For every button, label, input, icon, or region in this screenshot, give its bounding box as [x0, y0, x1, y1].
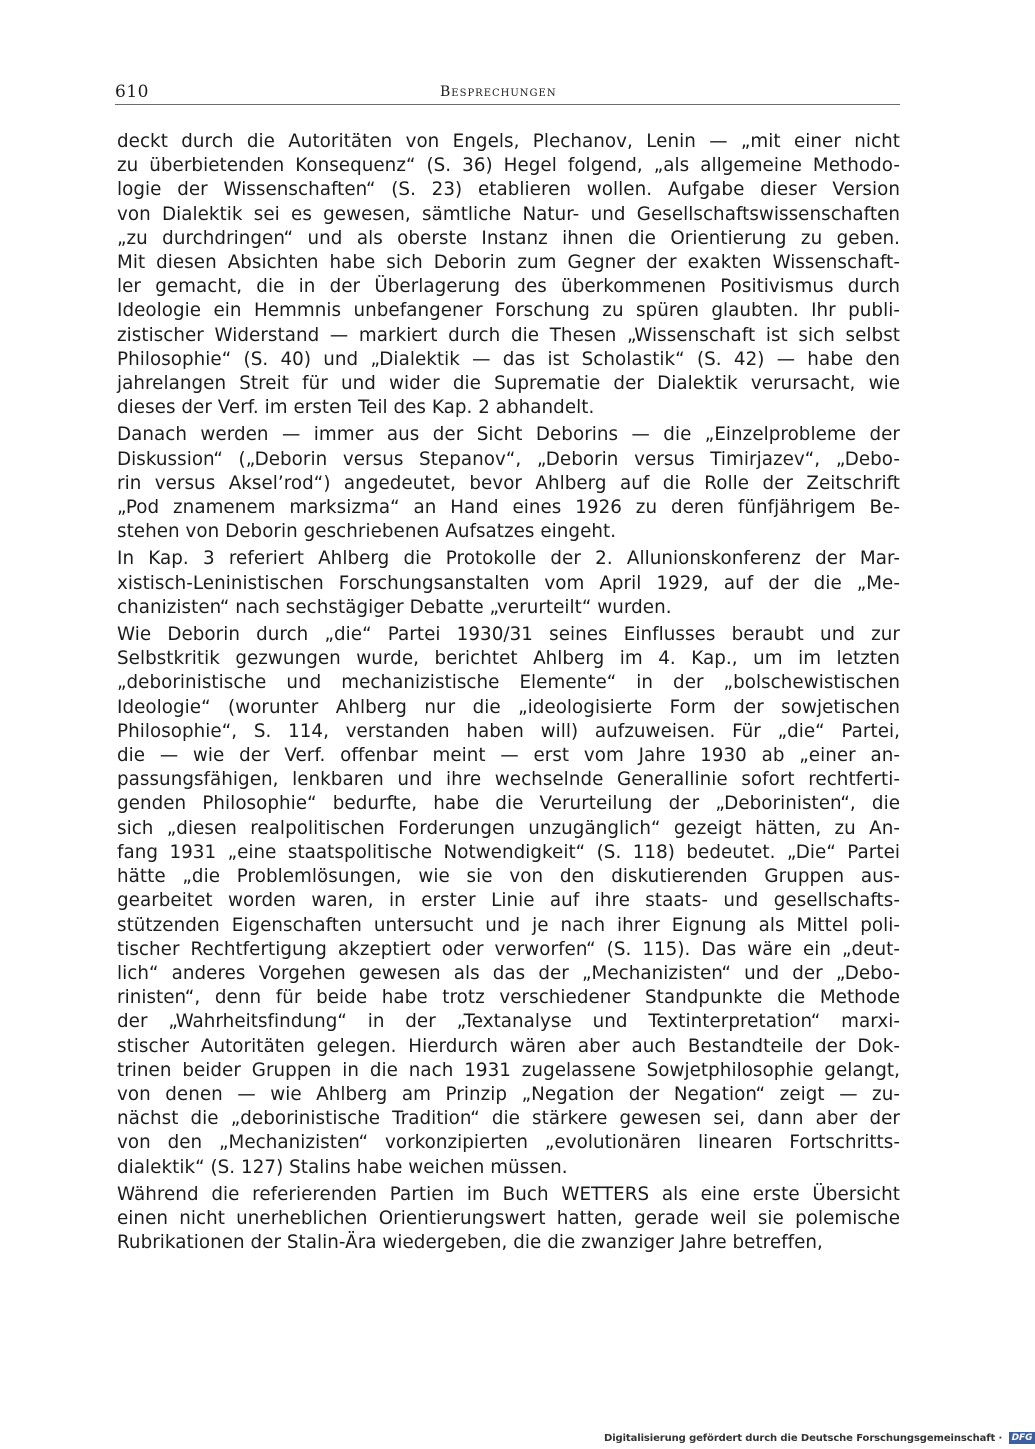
text-line: stützenden Eigenschaften untersucht und je nach ihrer Eignung als Mittel poli- [117, 914, 900, 936]
text-line: einen nicht unerheblichen Orientierungswert hatten, gerade weil sie polemische [117, 1207, 900, 1229]
text-line: „deborinistische und mechanizistische Elemente“ in der „bolschewistischen [117, 672, 900, 694]
text-line: trinen beider Gruppen in die nach 1931 zugelassene Sowjetphilosophie gelangt, [117, 1059, 900, 1081]
text-line: Philosophie“, S. 114, verstanden haben will) aufzuweisen. Für „die“ Partei, [117, 720, 900, 742]
credit-text: Digitalisierung gefördert durch die Deutsche Forschungsgemeinschaft · [604, 1433, 1003, 1444]
text-line: rinisten“, denn für beide habe trotz verschiedener Standpunkte die Methode [117, 987, 900, 1009]
text-line: Mit diesen Absichten habe sich Deborin zum Gegner der exakten Wissenschaft- [117, 252, 900, 274]
text-line: genden Philosophie“ bedurfte, habe die Verurteilung der „Deborinisten“, die [117, 793, 900, 815]
text-line: dialektik“ (S. 127) Stalins habe weichen müssen. [117, 1156, 568, 1178]
text-line: Danach werden — immer aus der Sicht Deborins — die „Einzelprobleme der [117, 424, 900, 446]
running-head: Besprechungen [440, 84, 557, 100]
text-line: von den „Mechanizisten“ vorkonzipierten „evolutionären linearen Fortschritts- [117, 1132, 900, 1154]
text-line: xistisch-Leninistischen Forschungsanstalten vom April 1929, auf der die „Me- [117, 572, 900, 594]
text-line: Wie Deborin durch „die“ Partei 1930/31 seines Einflusses beraubt und zur [117, 624, 900, 646]
text-line: Philosophie“ (S. 40) und „Dialektik — das ist Scholastik“ (S. 42) — habe den [117, 348, 900, 370]
text-line: passungsfähigen, lenkbaren und ihre wechselnde Generallinie sofort rechtferti- [117, 769, 900, 791]
text-line: stischer Autoritäten gelegen. Hierdurch wären aber auch Bestandteile der Dok- [117, 1035, 900, 1057]
paragraph [117, 544, 900, 620]
text-line: lich“ anderes Vorgehen gewesen als das der „Mechanizisten“ und der „Debo- [117, 962, 900, 984]
text-line: von denen — wie Ahlberg am Prinzip „Negation der Negation“ zeigt — zu- [117, 1083, 900, 1105]
text-line: chanizisten“ nach sechstägiger Debatte „verurteilt“ wurden. [117, 596, 672, 618]
text-line: der „Wahrheitsfindung“ in der „Textanalyse und Textinterpretation“ marxi- [117, 1011, 900, 1033]
text-line: von Dialektik sei es gewesen, sämtliche Natur- und Gesellschaftswissenschaften [117, 203, 900, 225]
text-line: nächst die „deborinistische Tradition“ die stärkere gewesen sei, dann aber der [117, 1108, 900, 1130]
text-line: Rubrikationen der Stalin-Ära wiedergeben, die die zwanziger Jahre betreffen, [117, 1232, 823, 1254]
text-line: logie der Wissenschaften“ (S. 23) etablieren wollen. Aufgabe dieser Version [117, 179, 900, 201]
paragraph [117, 620, 900, 1180]
text-line: Ideologie“ (worunter Ahlberg nur die „ideologisierte Form der sowjetischen [117, 696, 900, 718]
text-line: Selbstkritik gezwungen wurde, berichtet Ahlberg im 4. Kap., um im letzten [117, 648, 900, 670]
text-line: rin versus Aksel’rod“) angedeutet, bevor Ahlberg auf die Rolle der Zeitschrift [117, 472, 900, 494]
text-line: dieses der Verf. im ersten Teil des Kap. 2 abhandelt. [117, 397, 595, 419]
digitization-credit [604, 1432, 1035, 1444]
text-line: zistischer Widerstand — markiert durch die Thesen „Wissenschaft ist sich selbst [117, 324, 900, 346]
text-line: fang 1931 „eine staatspolitische Notwendigkeit“ (S. 118) bedeutet. „Die“ Partei [117, 841, 900, 863]
paragraph [117, 130, 900, 420]
text-line: „zu durchdringen“ und als oberste Instanz ihnen die Orientierung zu geben. [117, 227, 900, 249]
page-header [115, 82, 900, 105]
text-line: gearbeitet worden waren, in erster Linie auf ihre staats- und gesellschafts- [117, 890, 900, 912]
dfg-logo: DFG [1009, 1432, 1035, 1444]
text-line: tischer Rechtfertigung akzeptiert oder verworfen“ (S. 115). Das wäre ein „deut- [117, 938, 900, 960]
text-line: stehen von Deborin geschriebenen Aufsatzes eingeht. [117, 521, 617, 543]
text-line: die — wie der Verf. offenbar meint — erst vom Jahre 1930 ab „einer an- [117, 745, 900, 767]
text-line: sich „diesen realpolitischen Forderungen unzugänglich“ gezeigt hätten, zu An- [117, 817, 900, 839]
paragraph [117, 1180, 900, 1256]
body-text [117, 130, 900, 1255]
text-line: Während die referierenden Partien im Buch WETTERS als eine erste Übersicht [117, 1183, 900, 1205]
text-line: In Kap. 3 referiert Ahlberg die Protokolle der 2. Allunionskonferenz der Mar- [117, 548, 900, 570]
page-number: 610 [115, 82, 149, 102]
text-line: Diskussion“ („Deborin versus Stepanov“, „Deborin versus Timirjazev“, „Debo- [117, 448, 900, 470]
text-line: zu überbietenden Konsequenz“ (S. 36) Hegel folgend, „als allgemeine Methodo- [117, 155, 900, 177]
text-line: jahrelangen Streit für und wider die Suprematie der Dialektik verursacht, wie [117, 373, 900, 395]
text-line: „Pod znamenem marksizma“ an Hand eines 1926 zu deren fünfjährigem Be- [117, 497, 900, 519]
text-line: ler gemacht, die in der Überlagerung des überkommenen Positivismus durch [117, 276, 900, 298]
paragraph [117, 420, 900, 544]
text-line: deckt durch die Autoritäten von Engels, Plechanov, Lenin — „mit einer nicht [117, 131, 900, 152]
text-line: Ideologie ein Hemmnis unbefangener Forschung zu spüren glaubten. Ihr publi- [117, 300, 900, 322]
text-line: hätte „die Problemlösungen, wie sie von den diskutierenden Gruppen aus- [117, 866, 900, 888]
